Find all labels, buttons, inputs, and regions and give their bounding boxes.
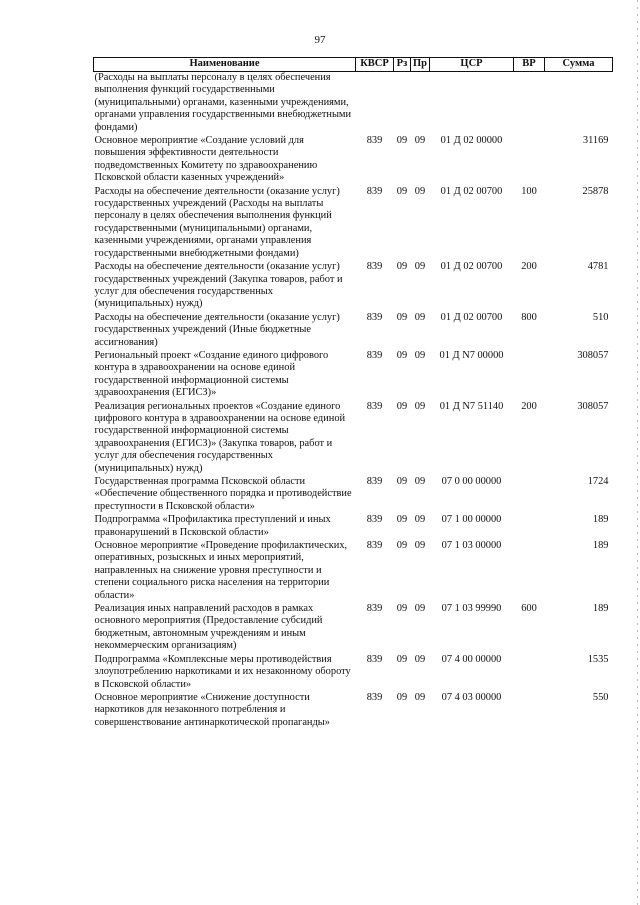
cell-kvsr: 839 <box>366 311 383 323</box>
table-row <box>94 476 613 514</box>
table-row <box>94 312 613 350</box>
cell-sum: 308057 <box>577 400 609 412</box>
cell-sum <box>545 72 613 136</box>
cell-rz: 09 <box>396 349 408 361</box>
table-row <box>94 72 613 136</box>
cell-kvsr <box>356 72 394 136</box>
table-row <box>94 654 613 692</box>
cell-csr: 01 Д 02 00700 <box>440 261 503 273</box>
table-row <box>94 401 613 476</box>
cell-rz: 09 <box>396 261 408 273</box>
cell-rz: 09 <box>396 653 408 665</box>
cell-vr: 600 <box>521 603 537 615</box>
table-row <box>94 186 613 261</box>
cell-rz: 09 <box>396 400 408 412</box>
cell-csr: 07 1 00 00000 <box>441 514 502 526</box>
header-kvsr: КВСР <box>356 58 394 72</box>
cell-rz <box>394 72 411 136</box>
cell-pr: 09 <box>414 135 426 147</box>
cell-kvsr: 839 <box>366 349 383 361</box>
cell-pr: 09 <box>414 311 426 323</box>
header-sum: Сумма <box>545 58 613 72</box>
cell-vr <box>514 476 545 514</box>
cell-vr <box>514 692 545 730</box>
cell-sum: 25878 <box>582 185 609 197</box>
header-vr: ВР <box>514 58 545 72</box>
cell-kvsr: 839 <box>366 400 383 412</box>
cell-csr: 01 Д 02 00000 <box>440 135 503 147</box>
cell-kvsr: 839 <box>366 185 383 197</box>
cell-rz: 09 <box>396 691 408 703</box>
cell-rz: 09 <box>396 185 408 197</box>
table-body <box>94 72 613 731</box>
cell-csr: 07 1 03 99990 <box>441 603 502 615</box>
table-row <box>94 692 613 730</box>
cell-csr: 07 4 00 00000 <box>441 653 502 665</box>
cell-name: Основное мероприятие «Снижение доступности наркотиков для незаконного потребления и совершенствование антинаркотической пропаганды» <box>94 691 330 728</box>
cell-pr: 09 <box>414 653 426 665</box>
cell-pr: 09 <box>414 514 426 526</box>
cell-pr: 09 <box>414 540 426 552</box>
cell-pr: 09 <box>414 400 426 412</box>
cell-name: Реализация региональных проектов «Создание единого цифрового контура в здравоохранении на основе единой государственной информационной системы здравоохранения (ЕГИСЗ)» (Закупка товаров, работ и услуг для обеспечения государственных (муниципальных) нужд) <box>94 400 346 474</box>
cell-name: Государственная программа Псковской области «Обеспечение общественного порядка и противодействие преступности в Псковской области» <box>94 476 352 512</box>
cell-name: Расходы на обеспечение деятельности (оказание услуг) государственных учреждений (Закупка товаров, работ и услуг для обеспечения государственных (муниципальных) нужд) <box>94 261 343 310</box>
table-row <box>94 540 613 603</box>
scan-edge-mark <box>637 0 638 905</box>
budget-table <box>93 57 613 730</box>
cell-rz: 09 <box>396 540 408 552</box>
cell-vr <box>514 654 545 692</box>
cell-vr <box>514 540 545 603</box>
cell-name: Подпрограмма «Профилактика преступлений и иных правонарушений в Псковской области» <box>94 514 331 538</box>
cell-pr: 09 <box>414 691 426 703</box>
cell-kvsr: 839 <box>366 476 383 487</box>
header-csr: ЦСР <box>430 58 514 72</box>
cell-vr: 800 <box>521 311 537 323</box>
cell-name: (Расходы на выплаты персоналу в целях обеспечения выполнения функций государственными (муниципальными) органами, казенными учреждениями, органами управления государственными внебюджетными фондами) <box>94 72 352 133</box>
cell-csr: 07 4 03 00000 <box>441 691 502 703</box>
table-row <box>94 135 613 186</box>
table-header-row <box>94 58 613 72</box>
cell-csr: 01 Д 02 00700 <box>440 185 503 197</box>
cell-pr: 09 <box>414 261 426 273</box>
cell-name: Расходы на обеспечение деятельности (оказание услуг) государственных учреждений (Расходы на выплаты персоналу в целях обеспечения выполнения функций государственными (муниципальными) органами, казенными учреждениями, органами управления государственными внебюджетными фондами) <box>94 185 340 259</box>
cell-kvsr: 839 <box>366 135 383 147</box>
header-pr: Пр <box>411 58 430 72</box>
cell-sum: 510 <box>592 311 609 323</box>
cell-sum: 1724 <box>587 476 609 487</box>
cell-pr: 09 <box>414 476 426 487</box>
cell-sum: 4781 <box>587 261 609 273</box>
cell-vr <box>514 135 545 186</box>
cell-kvsr: 839 <box>366 653 383 665</box>
cell-csr: 01 Д 02 00700 <box>440 311 503 323</box>
cell-kvsr: 839 <box>366 540 383 552</box>
cell-sum: 308057 <box>577 349 609 361</box>
cell-pr: 09 <box>414 603 426 615</box>
cell-csr: 01 Д N7 00000 <box>439 349 504 361</box>
cell-pr: 09 <box>414 185 426 197</box>
table-row <box>94 514 613 540</box>
cell-name: Подпрограмма «Комплексные меры противодействия злоупотреблению наркотиками и их незаконному обороту в Псковской области» <box>94 653 351 690</box>
cell-csr: 01 Д N7 51140 <box>439 400 504 412</box>
cell-csr: 07 0 00 00000 <box>441 476 502 487</box>
cell-sum: 1535 <box>587 653 609 665</box>
cell-name: Региональный проект «Создание единого цифрового контура в здравоохранении на основе единой государственной информационной системы здравоохранения (ЕГИСЗ)» <box>94 349 329 399</box>
cell-rz: 09 <box>396 603 408 615</box>
cell-kvsr: 839 <box>366 261 383 273</box>
page-number: 97 <box>314 34 326 46</box>
cell-kvsr: 839 <box>366 603 383 615</box>
cell-kvsr: 839 <box>366 691 383 703</box>
cell-rz: 09 <box>396 476 408 487</box>
cell-sum: 189 <box>592 540 609 552</box>
cell-pr <box>411 72 430 136</box>
cell-sum: 31169 <box>582 135 609 147</box>
cell-sum: 189 <box>592 514 609 526</box>
cell-rz: 09 <box>396 135 408 147</box>
cell-vr <box>514 514 545 540</box>
cell-vr <box>514 72 545 136</box>
cell-sum: 550 <box>592 691 609 703</box>
cell-sum: 189 <box>592 603 609 615</box>
table-row <box>94 350 613 401</box>
cell-rz: 09 <box>396 514 408 526</box>
cell-name: Основное мероприятие «Создание условий для повышения эффективности деятельности подведомственных Комитету по здравоохранению Псковской области казенных учреждений» <box>94 135 318 184</box>
header-rz: Рз <box>394 58 411 72</box>
cell-vr: 200 <box>521 400 537 412</box>
cell-csr <box>430 72 514 136</box>
cell-vr: 100 <box>521 185 537 197</box>
cell-rz: 09 <box>396 311 408 323</box>
cell-vr <box>514 350 545 401</box>
cell-name: Реализация иных направлений расходов в рамках основного мероприятия (Предоставление субсидий бюджетным, автономным учреждениям и иным некоммерческим организациям) <box>94 603 323 652</box>
cell-pr: 09 <box>414 349 426 361</box>
table-row <box>94 603 613 654</box>
table-row <box>94 261 613 312</box>
cell-name: Расходы на обеспечение деятельности (оказание услуг) государственных учреждений (Иные бюджетные ассигнования) <box>94 311 340 348</box>
cell-name: Основное мероприятие «Проведение профилактических, оперативных, розыскных и иных мероприятий, направленных на снижение уровня преступности и степени социального риска населения на территории области» <box>94 540 348 601</box>
header-name: Наименование <box>94 58 356 72</box>
cell-kvsr: 839 <box>366 514 383 526</box>
cell-csr: 07 1 03 00000 <box>441 540 502 552</box>
cell-vr: 200 <box>521 261 537 273</box>
